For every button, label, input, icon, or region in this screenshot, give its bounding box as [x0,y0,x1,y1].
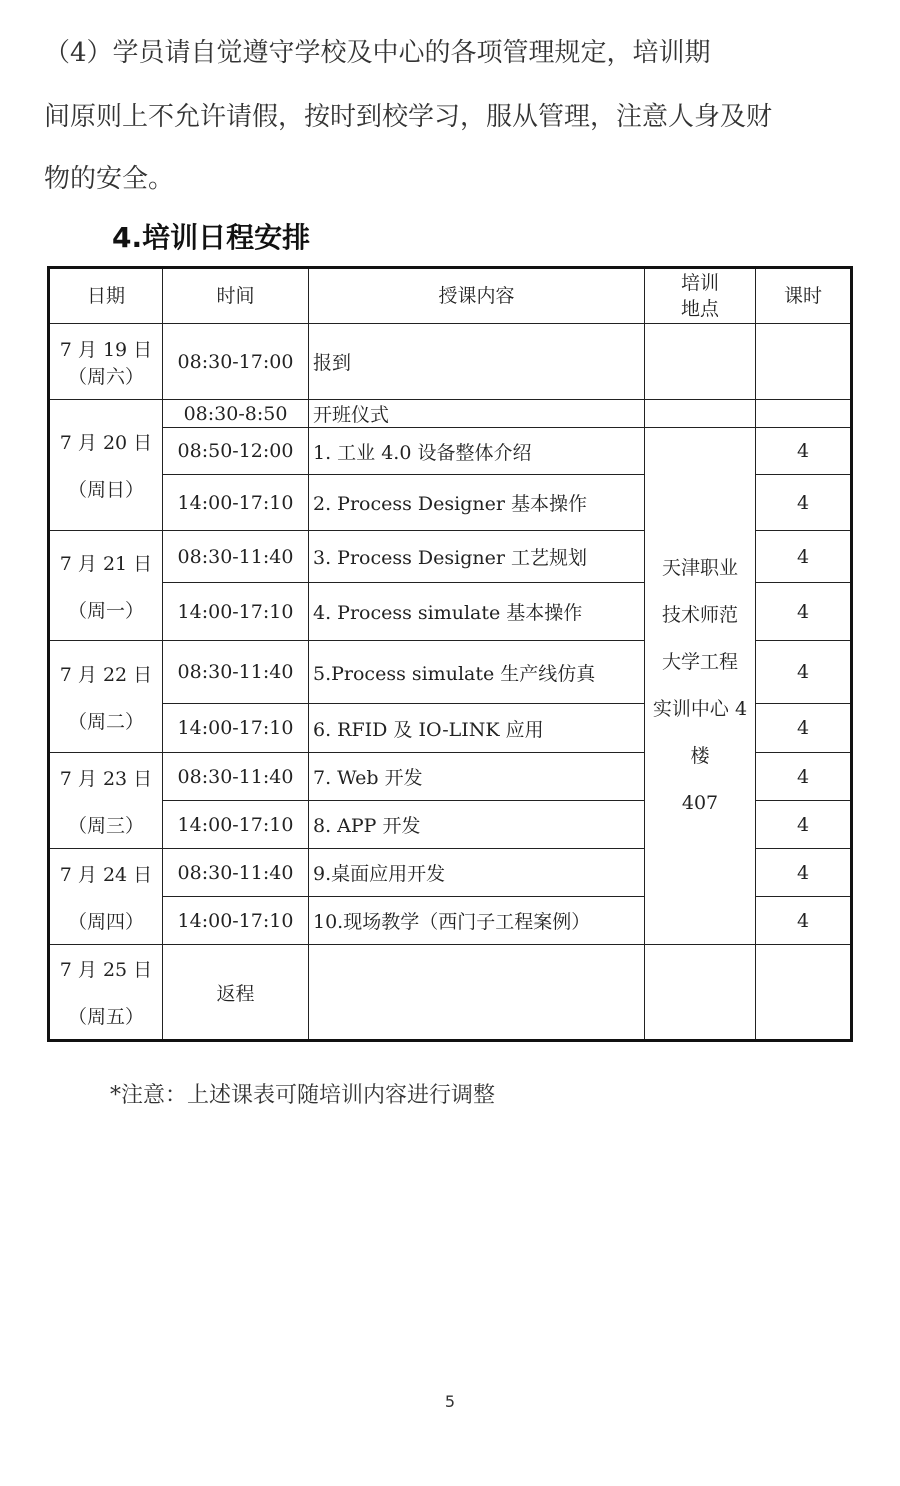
training-schedule-table [47,266,853,1042]
hours-cell [756,945,852,1041]
weekday-text: （周五） [67,1006,144,1028]
hours-cell: 4 [756,475,852,531]
content-cell [309,945,645,1041]
hours-cell: 4 [756,897,852,945]
weekday-text: （周六） [67,365,144,388]
content-cell: 9.桌面应用开发 [309,849,645,897]
table-row [49,945,852,1041]
time-cell: 14:00-17:10 [163,897,309,945]
header-time: 时间 [163,268,309,324]
date-cell [49,945,163,1041]
paragraph-line-3: 物的安全。 [44,164,175,194]
page-number: 5 [444,1392,456,1411]
time-cell: 14:00-17:10 [163,475,309,531]
table-row [49,400,852,428]
content-cell: 3. Process Designer 工艺规划 [309,531,645,583]
header-date: 日期 [49,268,163,324]
table-header-row [49,268,852,324]
time-cell: 14:00-17:10 [163,801,309,849]
hours-cell: 4 [756,704,852,753]
date-cell [49,849,163,945]
content-cell: 4. Process simulate 基本操作 [309,583,645,641]
date-cell [49,753,163,849]
location-cell [645,324,756,400]
date-cell [49,641,163,753]
time-cell: 08:30-8:50 [163,400,309,428]
date-text: 7 月 23 日 [59,767,153,790]
hours-cell: 4 [756,849,852,897]
content-cell: 6. RFID 及 IO-LINK 应用 [309,704,645,753]
hours-cell [756,324,852,400]
date-text: 7 月 20 日 [59,432,153,454]
location-line-3: 大学工程 [661,651,738,673]
content-cell: 7. Web 开发 [309,753,645,801]
hours-cell: 4 [756,583,852,641]
date-cell [49,531,163,641]
time-cell: 14:00-17:10 [163,583,309,641]
content-cell: 报到 [309,324,645,400]
location-cell-empty [645,400,756,428]
content-cell: 8. APP 开发 [309,801,645,849]
time-cell: 08:30-11:40 [163,753,309,801]
time-cell: 08:50-12:00 [163,428,309,475]
location-cell-empty [645,945,756,1041]
paragraph-line-1: （4）学员请自觉遵守学校及中心的各项管理规定，培训期 [44,38,711,68]
time-cell: 08:30-11:40 [163,531,309,583]
time-cell: 08:30-11:40 [163,849,309,897]
paragraph-line-2: 间原则上不允许请假，按时到校学习，服从管理，注意人身及财 [44,102,773,132]
date-text: 7 月 24 日 [59,863,153,886]
content-cell: 10.现场教学（西门子工程案例） [309,897,645,945]
date-text: 7 月 25 日 [59,959,153,981]
time-cell: 返程 [163,945,309,1041]
location-line-5: 楼 [690,745,710,767]
hours-cell: 4 [756,641,852,704]
section-heading: 4.培训日程安排 [112,221,311,254]
content-cell: 2. Process Designer 基本操作 [309,475,645,531]
hours-cell: 4 [756,531,852,583]
weekday-text: （周二） [67,710,144,733]
content-cell: 1. 工业 4.0 设备整体介绍 [309,428,645,475]
hours-cell [756,400,852,428]
time-cell: 14:00-17:10 [163,704,309,753]
time-cell: 08:30-17:00 [163,324,309,400]
header-content: 授课内容 [309,268,645,324]
date-cell [49,400,163,531]
time-cell: 08:30-11:40 [163,641,309,704]
content-cell: 5.Process simulate 生产线仿真 [309,641,645,704]
location-cell [645,428,756,945]
location-line-6: 407 [681,792,719,814]
schedule-note: *注意：上述课表可随培训内容进行调整 [110,1083,496,1108]
header-location [645,268,756,324]
table-row [49,428,852,475]
weekday-text: （周四） [67,910,144,933]
hours-cell: 4 [756,801,852,849]
hours-cell: 4 [756,428,852,475]
location-line-2: 技术师范 [661,604,738,626]
date-text: 7 月 22 日 [59,663,153,686]
date-text: 7 月 21 日 [59,552,153,575]
content-cell: 开班仪式 [309,400,645,428]
weekday-text: （周三） [67,814,144,837]
weekday-text: （周一） [67,599,144,622]
location-line-4: 实训中心 4 [652,698,748,720]
date-text: 7 月 19 日 [59,338,153,361]
date-cell [49,324,163,400]
header-location-line1: 培训 [680,272,719,294]
hours-cell: 4 [756,753,852,801]
location-line-1: 天津职业 [661,557,738,579]
header-location-line2: 地点 [680,298,719,320]
header-hours: 课时 [756,268,852,324]
table-row [49,324,852,400]
weekday-text: （周日） [67,479,144,501]
